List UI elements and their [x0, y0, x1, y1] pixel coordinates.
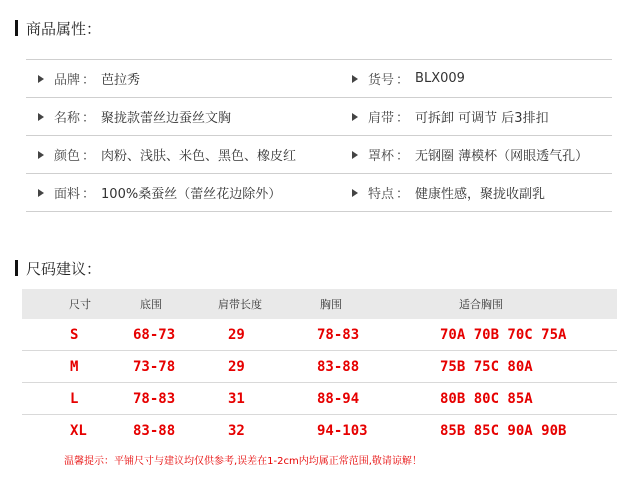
attribute-value: 可拆卸 可调节 后3排扣	[415, 111, 549, 126]
cell-size: S	[70, 326, 79, 343]
attribute-key: 面料	[54, 187, 81, 202]
table-row	[22, 319, 617, 351]
cell-underbust: 73-78	[133, 358, 176, 375]
cell-size: L	[70, 390, 79, 407]
triangle-bullet-icon	[352, 113, 358, 121]
triangle-bullet-icon	[38, 151, 44, 159]
attribute-separator: ：	[82, 73, 96, 88]
cell-bust: 78-83	[317, 326, 360, 343]
attribute-value: 聚拢款蕾丝边蚕丝文胸	[101, 111, 232, 126]
attribute-separator: ：	[396, 149, 410, 164]
attribute-brand	[38, 60, 140, 97]
attribute-separator: ：	[396, 73, 410, 88]
attribute-value: 肉粉、浅肤、米色、黑色、橡皮红	[101, 149, 297, 164]
cell-bust: 83-88	[317, 358, 360, 375]
cell-strap-length: 32	[228, 422, 245, 439]
attribute-name	[38, 98, 231, 135]
size-note: 温馨提示：平铺尺寸与建议均仅供参考,误差在1-2cm内均属正常范围,敬请谅解！	[64, 456, 422, 467]
cell-bust: 94-103	[317, 422, 368, 439]
attribute-key: 名称	[54, 111, 81, 126]
attribute-value: BLX009	[415, 71, 465, 86]
table-row	[22, 383, 617, 415]
table-row	[22, 415, 617, 446]
attribute-row	[26, 97, 612, 135]
attribute-separator: ：	[82, 111, 96, 126]
cell-underbust: 68-73	[133, 326, 176, 343]
attribute-key: 颜色	[54, 149, 81, 164]
attribute-strap	[352, 98, 549, 135]
attribute-cup	[352, 136, 588, 173]
size-table-header	[22, 289, 617, 319]
attribute-colors	[38, 136, 296, 173]
attribute-row	[26, 59, 612, 97]
cell-underbust: 83-88	[133, 422, 176, 439]
attribute-separator: ：	[396, 187, 410, 202]
section-marker	[15, 20, 18, 36]
header-fit-bust: 适合胸围	[459, 298, 503, 311]
attributes-title-text: 商品属性：	[26, 19, 102, 38]
cell-size: M	[70, 358, 79, 375]
cell-fit-bust: 75B 75C 80A	[440, 358, 533, 375]
cell-fit-bust: 80B 80C 85A	[440, 390, 533, 407]
attributes-list	[26, 59, 612, 212]
header-underbust: 底围	[140, 298, 162, 311]
attribute-fabric	[38, 174, 281, 211]
attribute-key: 肩带	[368, 111, 395, 126]
attribute-value: 无钢圈 薄模杯（网眼透气孔）	[415, 149, 589, 164]
attribute-key: 罩杯	[368, 149, 395, 164]
attribute-separator: ：	[82, 187, 96, 202]
cell-strap-length: 31	[228, 390, 245, 407]
triangle-bullet-icon	[352, 189, 358, 197]
triangle-bullet-icon	[38, 75, 44, 83]
attribute-row	[26, 173, 612, 212]
table-row	[22, 351, 617, 383]
attribute-item-number	[352, 60, 465, 97]
attribute-key: 特点	[368, 187, 395, 202]
attributes-section-title	[15, 18, 101, 38]
cell-bust: 88-94	[317, 390, 360, 407]
attribute-key: 品牌	[54, 73, 81, 88]
size-section-title	[15, 258, 101, 278]
cell-size: XL	[70, 422, 87, 439]
header-strap-length: 肩带长度	[218, 298, 262, 311]
cell-fit-bust: 85B 85C 90A 90B	[440, 422, 567, 439]
attribute-features	[352, 174, 545, 211]
cell-fit-bust: 70A 70B 70C 75A	[440, 326, 567, 343]
triangle-bullet-icon	[38, 189, 44, 197]
triangle-bullet-icon	[352, 151, 358, 159]
attribute-separator: ：	[82, 149, 96, 164]
attribute-value: 健康性感，聚拢收副乳	[415, 187, 546, 202]
size-table	[22, 289, 617, 446]
attribute-separator: ：	[396, 111, 410, 126]
cell-strap-length: 29	[228, 358, 245, 375]
attribute-row	[26, 135, 612, 173]
size-title-text: 尺码建议：	[26, 259, 102, 278]
triangle-bullet-icon	[352, 75, 358, 83]
header-bust: 胸围	[320, 298, 342, 311]
cell-strap-length: 29	[228, 326, 245, 343]
triangle-bullet-icon	[38, 113, 44, 121]
attribute-value: 100%桑蚕丝（蕾丝花边除外）	[101, 187, 282, 202]
section-marker	[15, 260, 18, 276]
cell-underbust: 78-83	[133, 390, 176, 407]
attribute-value: 芭拉秀	[101, 73, 141, 88]
header-size: 尺寸	[69, 298, 91, 311]
attribute-key: 货号	[368, 73, 395, 88]
